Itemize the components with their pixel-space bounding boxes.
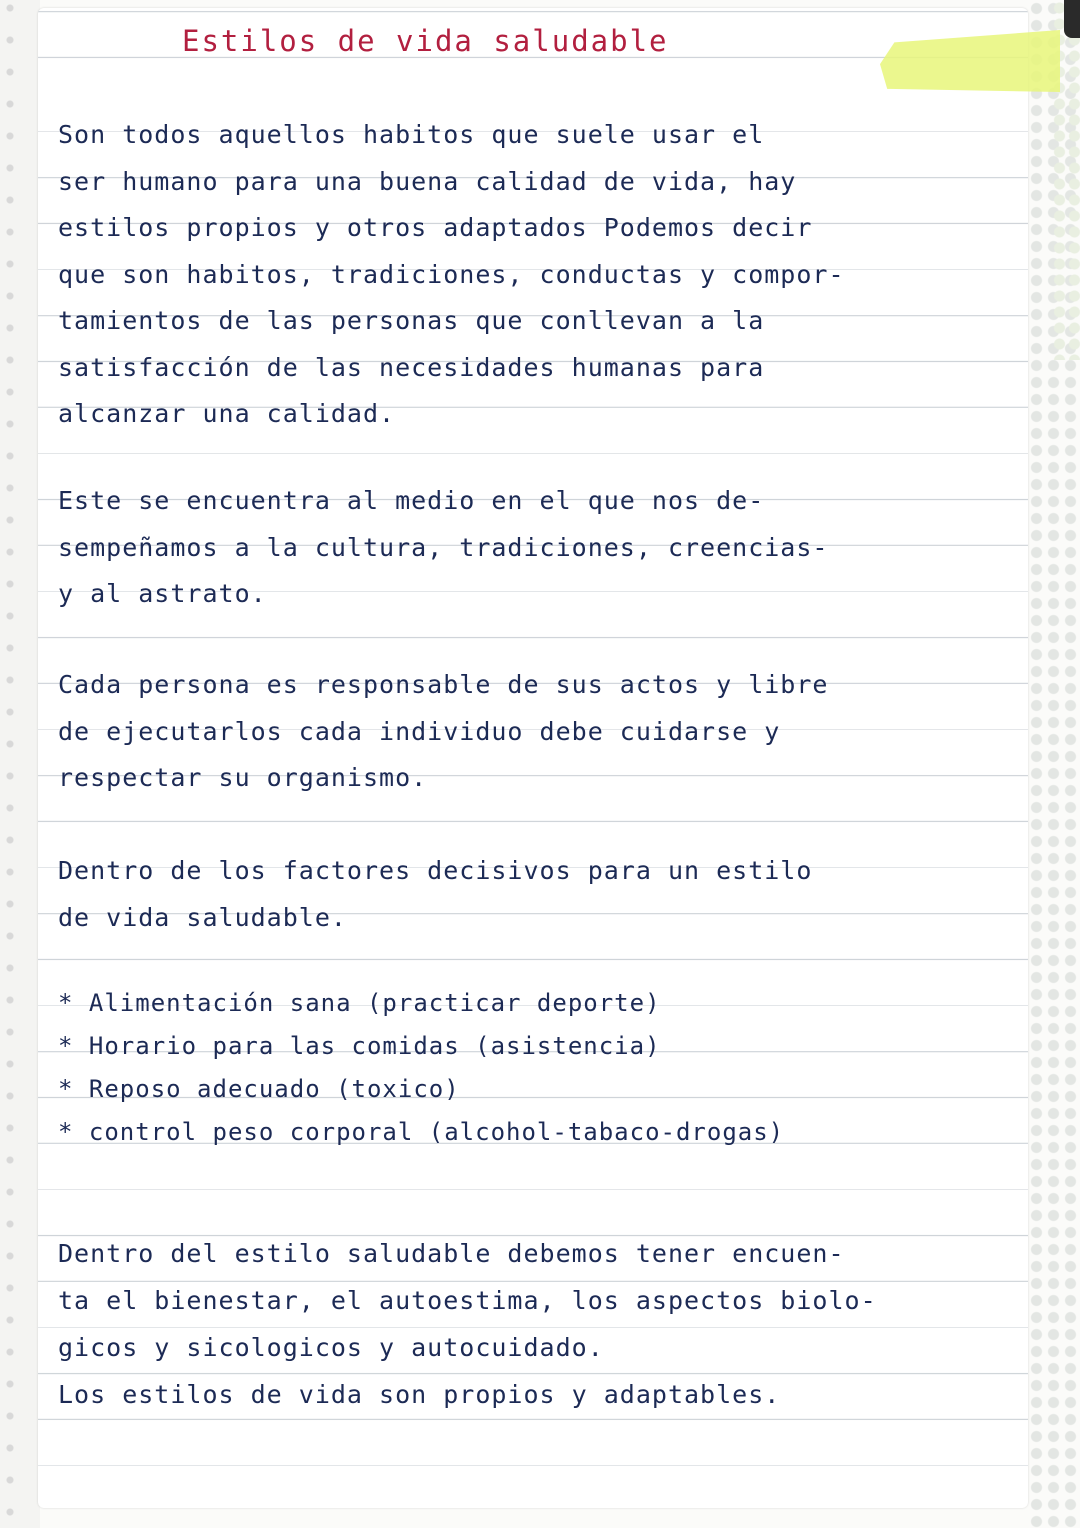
paragraph-factors-intro bbox=[58, 848, 1008, 941]
binding-edge bbox=[0, 0, 40, 1528]
text-line: ta el bienestar, el autoestima, los aspectos biolo- bbox=[58, 1286, 877, 1315]
dark-corner bbox=[1064, 0, 1080, 38]
text-line: respectar su organismo. bbox=[58, 763, 428, 792]
paragraph-definition bbox=[58, 112, 1008, 438]
text-line: alcanzar una calidad. bbox=[58, 399, 396, 428]
text-line: de ejecutarlos cada individuo debe cuidarse y bbox=[58, 716, 781, 746]
text-line: que son habitos, tradiciones, conductas y compor- bbox=[58, 259, 845, 289]
list-item: * control peso corporal (alcohol-tabaco-drogas) bbox=[58, 1118, 785, 1146]
text-line: Dentro de los factores decisivos para un estilo bbox=[58, 856, 813, 885]
text-line: sempeñamos a la cultura, tradiciones, creencias- bbox=[58, 532, 829, 562]
paragraph-environment bbox=[58, 478, 1008, 618]
list-item: * Reposo adecuado (toxico) bbox=[58, 1075, 460, 1103]
factors-list bbox=[58, 982, 1008, 1154]
text-line: y al astrato. bbox=[58, 579, 267, 608]
text-line: satisfacción de las necesidades humanas para bbox=[58, 352, 765, 382]
text-line: Los estilos de vida son propios y adaptables. bbox=[58, 1380, 781, 1409]
page-title: Estilos de vida saludable bbox=[182, 24, 669, 58]
text-line: gicos y sicologicos y autocuidado. bbox=[58, 1333, 604, 1362]
text-line: Son todos aquellos habitos que suele usar el bbox=[58, 120, 765, 149]
text-line: tamientos de las personas que conllevan a la bbox=[58, 306, 765, 335]
text-line: de vida saludable. bbox=[58, 902, 347, 932]
text-line: estilos propios y otros adaptados Podemos decir bbox=[58, 213, 813, 242]
paragraph-responsibility bbox=[58, 662, 1008, 802]
text-line: Dentro del estilo saludable debemos tener encuen- bbox=[58, 1239, 845, 1268]
list-item: * Horario para las comidas (asistencia) bbox=[58, 1032, 661, 1060]
paragraph-conclusion bbox=[58, 1230, 1008, 1418]
text-line: ser humano para una buena calidad de vida, hay bbox=[58, 166, 797, 196]
list-item: * Alimentación sana (practicar deporte) bbox=[58, 989, 661, 1017]
text-line: Este se encuentra al medio en el que nos de- bbox=[58, 486, 765, 515]
text-line: Cada persona es responsable de sus actos y libre bbox=[58, 670, 829, 699]
